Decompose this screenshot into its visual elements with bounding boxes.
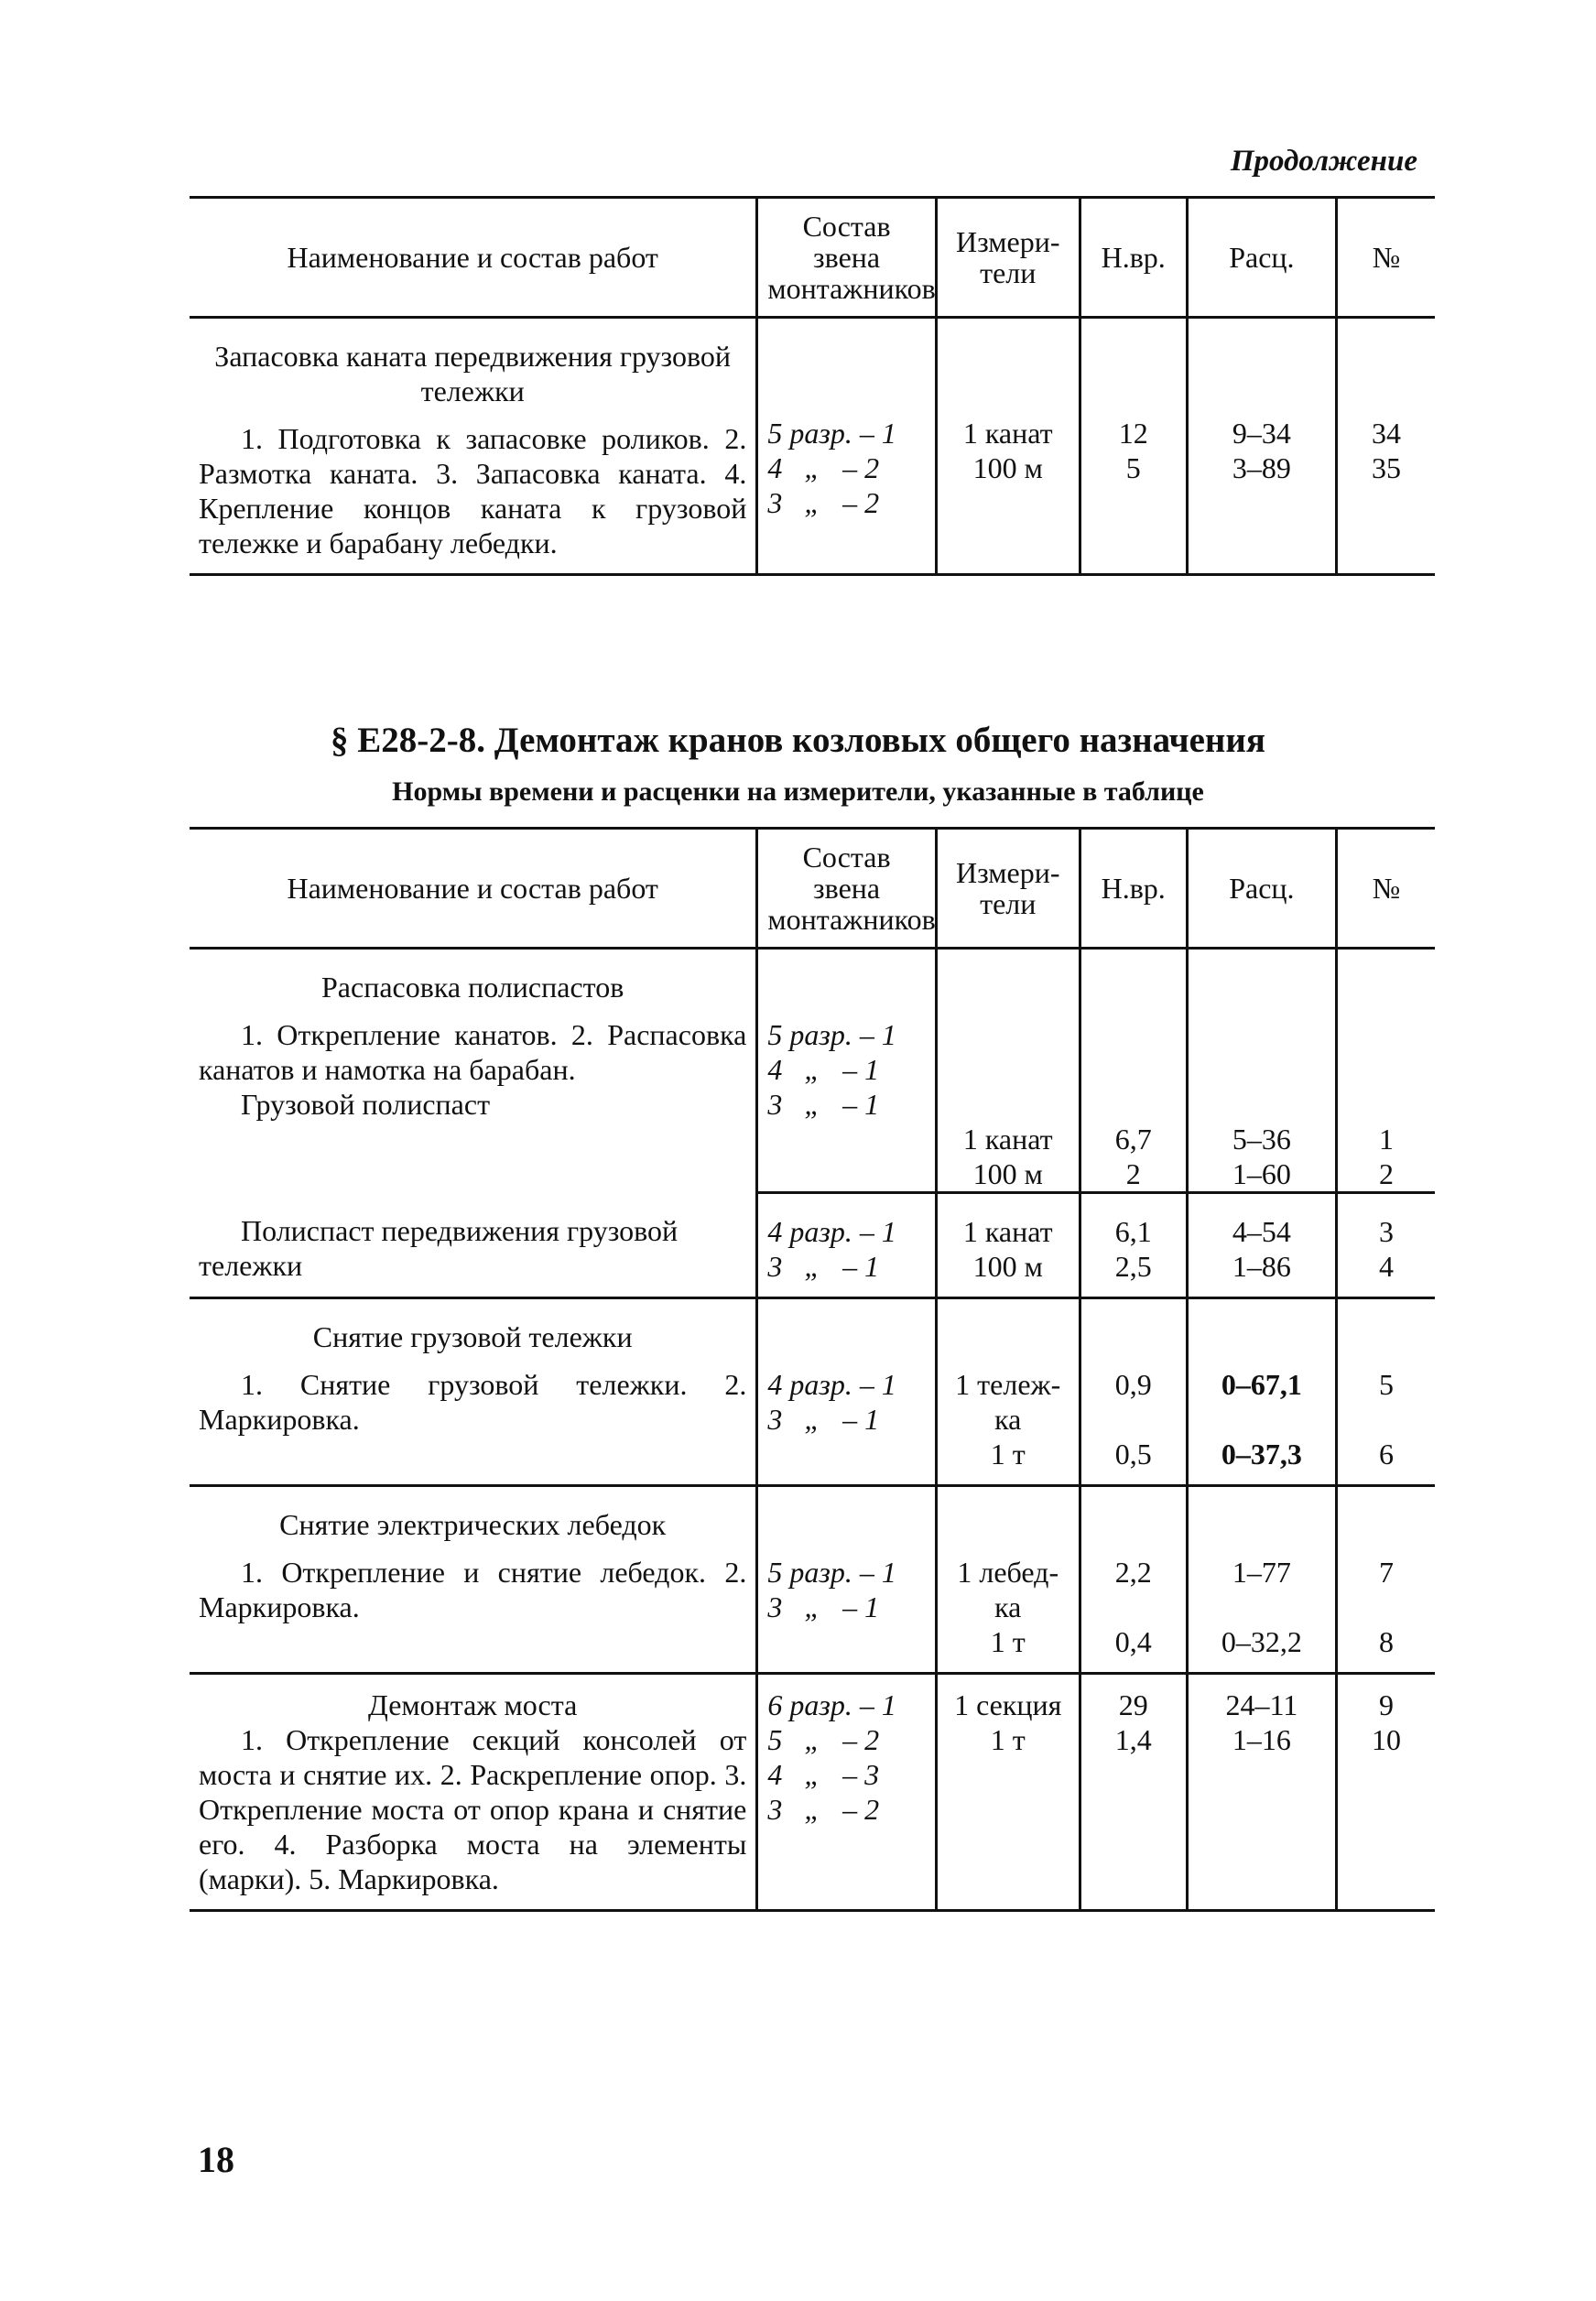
table-row <box>190 949 1435 1193</box>
norm-cell: 0,9 0,5 <box>1114 1368 1152 1471</box>
rate-cell: 5–36 1–60 <box>1232 1123 1291 1190</box>
number-cell: 34 35 <box>1372 417 1401 484</box>
number-cell: 3 4 <box>1379 1215 1394 1283</box>
table-header-row <box>190 198 1435 318</box>
crew-composition: 5 разр. – 1 3 „ – 1 <box>767 1556 896 1623</box>
table-row <box>190 1298 1435 1486</box>
header-num: № <box>1337 198 1435 318</box>
crew-composition: 5 разр. – 1 4 „ – 2 3 „ – 2 <box>767 417 896 519</box>
work-group-title: Полиспаст передвижения грузовой тележки <box>199 1213 679 1282</box>
header-rate: Расц. <box>1187 198 1336 318</box>
work-description: 1. Открепление секций консолей от моста и снятие их. 2. Раскрепление опор. 3. Открепление моста от опор крана и снятие его. 4. Разборка моста на элементы (марки). 5. Маркировка. <box>199 1723 747 1895</box>
norm-cell: 2,2 0,4 <box>1114 1556 1152 1658</box>
crew-composition: 5 разр. – 1 4 „ – 1 3 „ – 1 <box>767 1018 896 1121</box>
work-group-title: Запасовка каната передвижения грузовой тележки <box>214 340 732 407</box>
header-name: Наименование и состав работ <box>190 198 757 318</box>
norm-cell: 6,7 2 <box>1114 1123 1152 1190</box>
section-subtitle: Нормы времени и расценки на измерители, указанные в таблице <box>392 776 1204 807</box>
header-unit: Измери-тели <box>936 198 1080 318</box>
header-norm: Н.вр. <box>1080 198 1187 318</box>
norm-cell: 6,1 2,5 <box>1114 1215 1152 1283</box>
table-row <box>190 1193 1435 1298</box>
work-description: 1. Открепление канатов. 2. Распасовка канатов и намотка на барабан. <box>199 1018 747 1086</box>
work-group-title: Снятие грузовой тележки <box>312 1320 633 1353</box>
rate-cell: 24–11 1–16 <box>1225 1688 1298 1756</box>
unit-cell: 1 секция 1 т <box>954 1688 1062 1756</box>
header-crew: Состав звена монтажников <box>757 829 937 949</box>
header-rate: Расц. <box>1187 829 1336 949</box>
unit-cell: 1 канат 100 м <box>962 1123 1053 1190</box>
crew-composition: 4 разр. – 1 3 „ – 1 <box>767 1368 896 1436</box>
norm-cell: 29 1,4 <box>1114 1688 1152 1756</box>
norms-table <box>190 827 1435 1912</box>
work-description: 1. Снятие грузовой тележки. 2. Маркировка. <box>199 1368 747 1436</box>
header-num: № <box>1337 829 1435 949</box>
continuation-label: Продолжение <box>1230 145 1417 178</box>
header-unit: Измери-тели <box>936 829 1080 949</box>
unit-cell: 1 лебед- ка 1 т <box>957 1556 1059 1658</box>
table-row <box>190 318 1435 575</box>
section-title: § Е28-2-8. Демонтаж кранов козловых общего назначения <box>331 721 1265 760</box>
number-cell: 1 2 <box>1379 1123 1394 1190</box>
number-cell: 5 6 <box>1379 1368 1394 1471</box>
norm-cell: 12 5 <box>1118 417 1148 484</box>
unit-cell: 1 тележ- ка 1 т <box>955 1368 1061 1471</box>
number-cell: 7 8 <box>1379 1556 1394 1658</box>
unit-cell: 1 канат 100 м <box>962 1215 1053 1283</box>
rate-cell: 1–77 0–32,2 <box>1221 1556 1302 1658</box>
rate-cell: 4–54 1–86 <box>1232 1215 1291 1283</box>
rate-cell: 9–34 3–89 <box>1232 417 1291 484</box>
norms-table-continued <box>190 196 1435 576</box>
work-group-title: Демонтаж моста <box>368 1688 578 1721</box>
table-header-row <box>190 829 1435 949</box>
unit-cell: 1 канат 100 м <box>962 417 1053 484</box>
table-row <box>190 1674 1435 1911</box>
header-norm: Н.вр. <box>1080 829 1187 949</box>
header-name: Наименование и состав работ <box>190 829 757 949</box>
work-description: 1. Открепление и снятие лебедок. 2. Маркировка. <box>199 1556 747 1623</box>
work-group-title: Снятие электрических лебедок <box>279 1508 667 1541</box>
rate-cell: 0–67,1 0–37,3 <box>1221 1368 1302 1471</box>
crew-composition: 6 разр. – 1 5 „ – 2 4 „ – 3 3 „ – 2 <box>767 1688 896 1826</box>
number-cell: 9 10 <box>1372 1688 1401 1756</box>
header-crew: Состав звена монтажников <box>757 198 937 318</box>
work-description: 1. Подготовка к запасовке роликов. 2. Размотка каната. 3. Запасовка каната. 4. Крепление концов каната к грузовой тележке и барабану лебедки. <box>199 422 747 559</box>
work-subtitle: Грузовой полиспаст <box>241 1088 491 1121</box>
page-number: 18 <box>198 2139 234 2180</box>
crew-composition: 4 разр. – 1 3 „ – 1 <box>767 1215 896 1283</box>
work-group-title: Распасовка полиспастов <box>321 971 624 1004</box>
table-row <box>190 1486 1435 1674</box>
